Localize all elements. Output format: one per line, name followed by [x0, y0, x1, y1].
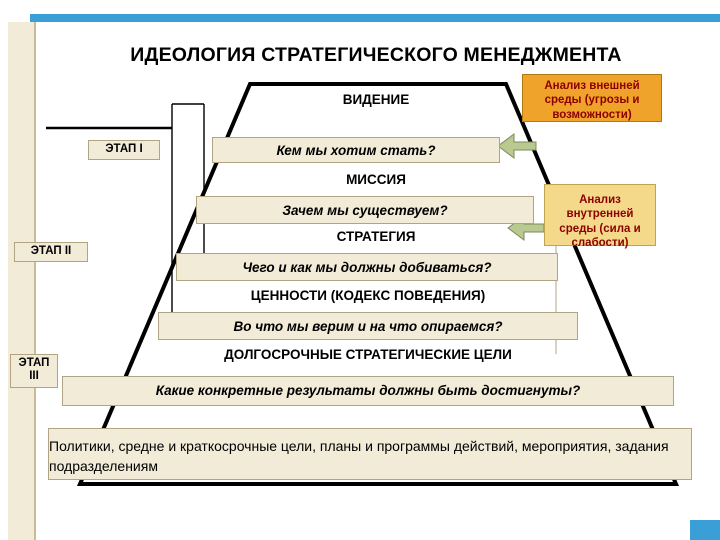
stage-label-3: ЭТАП III — [10, 354, 58, 388]
bottom-band — [48, 428, 692, 480]
level-mission-header-text: МИССИЯ — [346, 172, 406, 187]
bottom-band-text: Политики, средне и краткосрочные цели, планы и программы действий, мероприятия, задания подразделениям — [49, 438, 669, 475]
level-values-question-text: Во что мы верим и на что опираемся? — [233, 319, 503, 334]
level-goals-question — [62, 376, 674, 406]
level-strategy-question — [176, 253, 558, 281]
level-vision-header-text: ВИДЕНИЕ — [342, 92, 410, 107]
level-goals-header-text: ДОЛГОСРОЧНЫЕ СТРАТЕГИЧЕСКИЕ ЦЕЛИ — [224, 347, 512, 362]
level-values-question — [158, 312, 578, 340]
diagram-area — [18, 24, 720, 540]
level-values-header — [178, 288, 558, 310]
level-vision-question — [212, 137, 500, 163]
level-vision-header — [226, 92, 526, 114]
level-goals-question-text: Какие конкретные результаты должны быть достигнуты? — [155, 383, 581, 398]
level-mission-header — [226, 172, 526, 194]
level-values-header-text: ЦЕННОСТИ (КОДЕКС ПОВЕДЕНИЯ) — [250, 288, 486, 303]
decorative-top-bar — [30, 14, 720, 22]
stage-label-1: ЭТАП I — [88, 140, 160, 160]
level-strategy-question-text: Чего и как мы должны добиваться? — [242, 260, 492, 275]
slide-title: ИДЕОЛОГИЯ СТРАТЕГИЧЕСКОГО МЕНЕДЖМЕНТА — [130, 44, 622, 66]
decorative-left-column — [8, 22, 36, 540]
level-goals-header — [136, 347, 600, 371]
level-strategy-header — [226, 229, 526, 251]
level-strategy-header-text: СТРАТЕГИЯ — [336, 229, 416, 244]
level-mission-question — [196, 196, 534, 224]
level-mission-question-text: Зачем мы существуем? — [282, 203, 448, 218]
callout-external-analysis: Анализ внешней среды (угрозы и возможности) — [522, 74, 662, 122]
stage-label-2: ЭТАП II — [14, 242, 88, 262]
level-vision-question-text: Кем мы хотим стать? — [276, 143, 436, 158]
callout-internal-analysis: Анализ внутренней среды (сила и слабости) — [544, 184, 656, 246]
